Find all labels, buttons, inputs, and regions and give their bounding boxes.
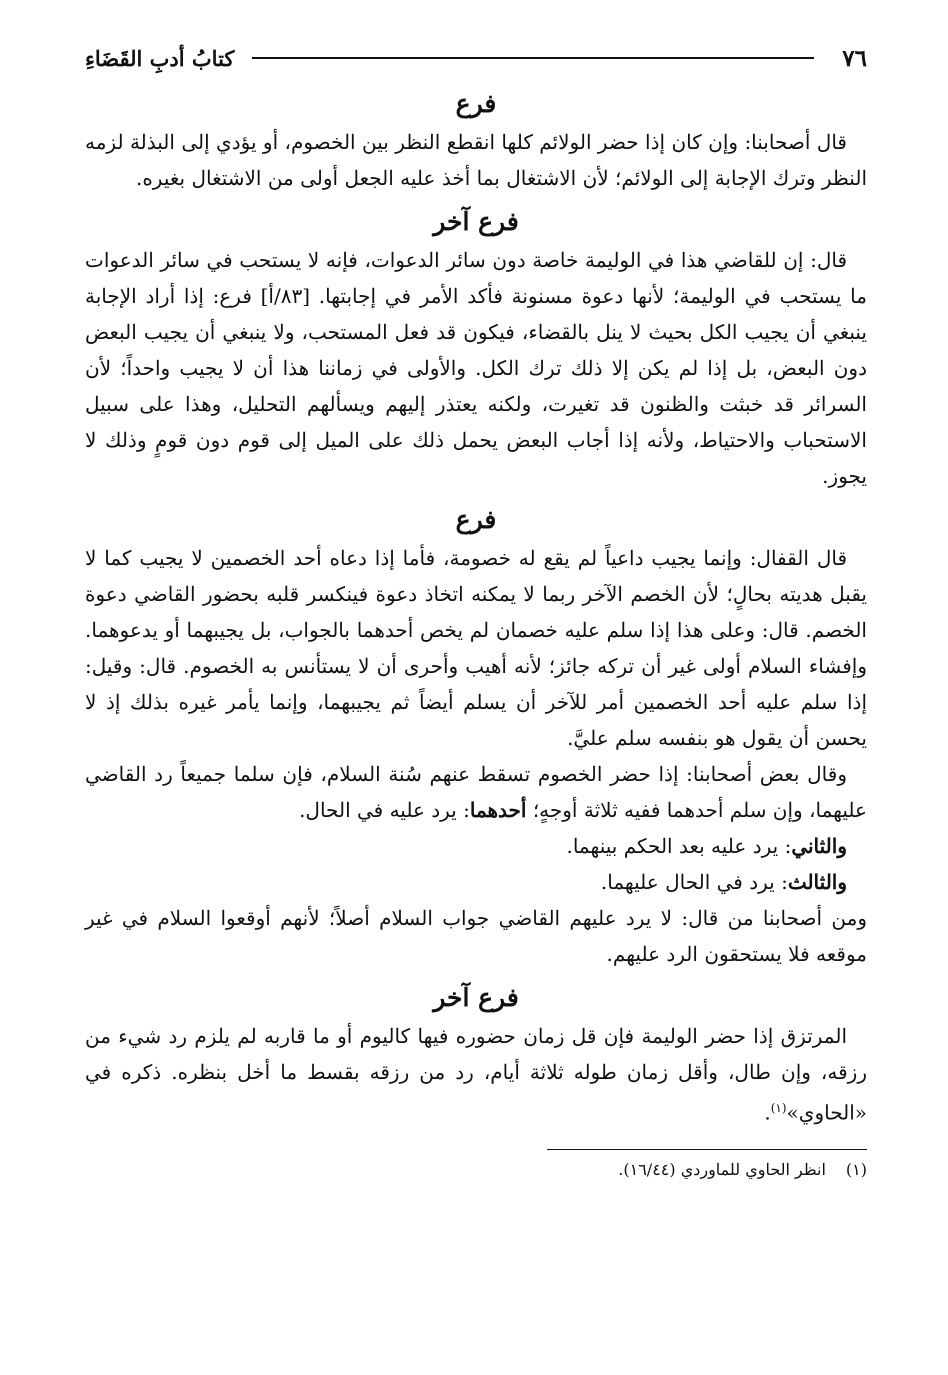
book-title: كتابُ أدبِ القَضَاءِ: [85, 45, 235, 71]
paragraph-end: .: [764, 1100, 771, 1125]
section-heading: فرع: [455, 89, 497, 118]
view-line: [85, 864, 867, 900]
paragraph: [85, 756, 867, 828]
paragraph: ومن أصحابنا من قال: لا يرد عليهم القاضي جواب السلام أصلاً؛ لأنهم أوقعوا السلام في غير موقعه فلا يستحقون الرد عليهم.: [85, 906, 867, 966]
paragraph: قال القفال: وإنما يجيب داعياً لم يقع له خصومة، فأما إذا دعاه أحد الخصمين لا يجيب كما لا يقبل هديته بحالٍ؛ لأن الخصم الآخر ربما لا يمكنه اتخاذ دعوة فينكسر قلبه بحضور القاضي دعوة الخصم. قال: وعلى هذا إذا سلم عليه خصمان لم يخص أحدهما بالجواب، بل يجيبهما أو يدعوهما. وإفشاء السلام أولى غير أن تركه جائز؛ لأنه أهيب وأحرى أن لا يستأنس به الخصوم. قال: وقيل: إذا سلم عليه أحد الخصمين أمر للآخر أن يسلم أيضاً ثم يجيبهما، وإنما يأمر غيره بذلك إذ لا يحسن أن يقول هو بنفسه سلم عليَّ.: [85, 546, 868, 750]
paragraph: قال أصحابنا: وإن كان إذا حضر الولائم كلها انقطع النظر بين الخصوم، أو يؤدي إلى البذلة لزمه النظر وترك الإجابة إلى الولائم؛ لأن الاشتغال بما أخذ عليه الجعل أولى من الاشتغال بغيره.: [85, 130, 867, 190]
view-text: : يرد عليه بعد الحكم بينهما.: [566, 834, 792, 858]
paragraph: [85, 1018, 867, 1131]
paragraph: قال: إن للقاضي هذا في الوليمة خاصة دون سائر الدعوات، فإنه لا يستحب في سائر الدعوات ما يستحب في الوليمة؛ لأنها دعوة مسنونة فأكد الأمر في إجابتها. [٨٣/أ] فرع: إذا أراد الإجابة ينبغي أن يجيب الكل بحيث لا ينل بالقضاء، فيكون قد فعل المستحب، ولا ينبغي أن يجيب البعض دون البعض، بل إذا لم يكن إلا ذلك ترك الكل. والأولى في زماننا هذا أن لا يجيب واحداً؛ لأن السرائر قد خبثت والظنون قد تغيرت، ولكنه يعتذر إليهم ويسألهم التحليل، وهذا على سبيل الاستحباب والاحتياط، ولأنه إذا أجاب البعض يحمل ذلك على الميل إلى قوم دون قومٍ وذلك لا يجوز.: [85, 248, 867, 488]
section-heading: فرع آخر: [433, 207, 519, 236]
view-text: : يرد في الحال عليهما.: [600, 870, 788, 894]
section-heading: فرع آخر: [433, 983, 519, 1012]
footnote: [85, 1156, 867, 1184]
view-label: والثالث: [787, 870, 847, 894]
page-number: ٧٦: [842, 44, 867, 72]
running-head: [85, 38, 867, 78]
header-rule: [252, 57, 814, 59]
view-label: والثاني: [791, 834, 847, 858]
footnote-rule: [547, 1149, 867, 1150]
paragraph-text: وقال بعض أصحابنا: إذا حضر الخصوم تسقط عنهم سُنة السلام، فإن سلما جميعاً رد القاضي عليهما، وإن سلم أحدهما ففيه ثلاثة أوجهٍ؛: [85, 762, 867, 822]
footnote-text: انظر الحاوي للماوردي (١٦/٤٤).: [618, 1159, 826, 1179]
paragraph-text: المرتزق إذا حضر الوليمة فإن قل زمان حضوره فيها كاليوم أو ما قاربه لم يلزم رد شيء من رزقه، وإن طال، وأقل زمان طوله ثلاثة أيام، رد من رزقه بقسط ما أخل بنظره. ذكره في «الحاوي»: [85, 1024, 867, 1125]
view-text: : يرد عليه في الحال.: [299, 798, 470, 822]
document-page: [85, 38, 867, 1184]
footnote-number: (١): [845, 1159, 867, 1179]
section-heading: فرع: [455, 505, 497, 534]
view-line: [85, 828, 867, 864]
footnote-reference[interactable]: (١): [770, 1101, 787, 1115]
view-label: أحدهما: [469, 798, 527, 822]
